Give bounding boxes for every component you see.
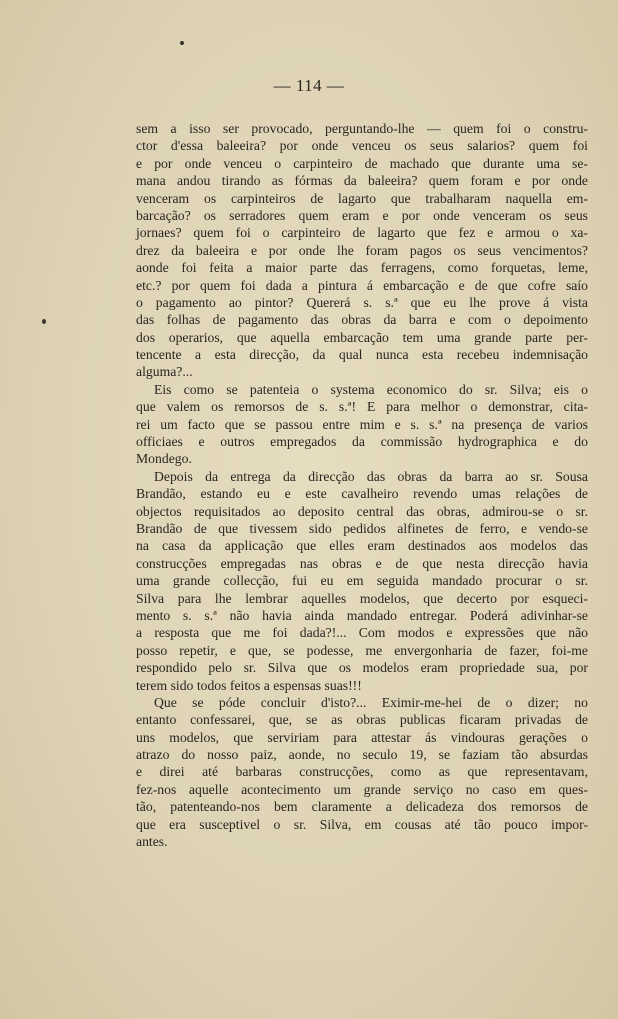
page-number: — 114 — [273,76,345,95]
text-line: Brandão de que tivessem sido pedidos alfinetes de ferro, e vendo-se [136,520,588,536]
text-line: rei um facto que se passou entre mim e s. s.ª na presença de varios [136,416,588,432]
text-line: antes. [136,834,168,850]
text-line: das folhas de pagamento das obras da barra e com o depoimento [136,312,588,328]
text-line: o pagamento ao pintor? Quererá s. s.ª que eu lhe prove á vista [136,294,588,310]
text-line: construcções empregadas nas obras e de que nesta direcção havia [136,555,588,571]
text-line: Mondego. [136,451,192,467]
body-text [136,120,588,850]
text-line: tencente a esta direcção, da qual nunca esta recebeu indemnisação [136,347,588,363]
text-line: tão, patenteando-nos bem claramente a delicadeza dos remorsos de [136,799,588,815]
text-line: ctor d'essa baleeira? por onde venceu os seus salarios? quem foi [136,138,588,154]
text-line: sem a isso ser provocado, perguntando-lhe — quem foi o constru- [136,121,588,136]
text-line: que era susceptivel o sr. Silva, em cousas até tão pouco impor- [136,816,588,832]
text-line: que valem os remorsos de s. s.ª! E para melhor o demonstrar, cita- [136,399,588,415]
text-line: entanto confessarei, que, se as obras publicas ficaram privadas de [136,712,588,728]
text-line: Que se póde concluir d'isto?... Eximir-me-hei de o dizer; no [154,694,588,710]
text-line: e por onde venceu o carpinteiro de machado que durante uma se- [136,155,588,171]
ink-spot [180,41,184,45]
text-line: etc.? por quem foi dada a pintura á embarcação e de que cofre saío [136,277,588,293]
text-line: terem sido todos feitos a espensas suas!!! [136,677,362,693]
text-line: barcação? os serradores quem eram e por onde venceram os seus [136,207,588,223]
text-line: aonde foi feita a maior parte das ferragens, como forquetas, leme, [136,260,588,276]
text-line: Depois da entrega da direcção das obras da barra ao sr. Sousa [154,468,588,484]
text-line: uns modelos, que serviriam para attestar ás vindouras gerações o [136,729,588,745]
text-line: Silva para lhe lembrar aquelles modelos, que decerto por esqueci- [136,590,588,606]
text-line: jornaes? quem foi o carpinteiro de lagarto que fez e armou o xa- [136,225,588,241]
text-line: dos operarios, que aquella embarcação tem uma grande parte per- [136,329,588,345]
text-line: uma grande collecção, fui eu em seguida mandado procurar o sr. [136,573,588,589]
text-line: e direi até barbaras construcções, como as que representavam, [136,764,588,780]
text-line: objectos requisitados ao deposito central das obras, admirou-se o sr. [136,503,588,519]
text-line: respondido pelo sr. Silva que os modelos eram propriedade sua, por [136,660,588,676]
text-line: atrazo do nosso paiz, aonde, no seculo 19, se faziam tão absurdas [136,747,588,763]
text-line: mana andou tirando as fórmas da baleeira? quem foram e por onde [136,173,588,189]
ink-spot [42,319,46,324]
text-line: venceram os carpinteiros de lagarto que trabalharam naquella em- [136,190,588,206]
text-line: Brandão, estando eu e este cavalheiro revendo umas relações de [136,486,588,502]
text-line: drez da baleeira e por onde lhe foram pagos os seus vencimentos? [136,242,588,258]
text-line: na casa da applicação que elles eram destinados aos modelos das [136,538,588,554]
text-line: fez-nos aquelle acontecimento um grande serviço no caso em ques- [136,781,588,797]
text-line: posso repetir, e que, se podesse, me envergonharia de fazer, foi-me [136,642,588,658]
text-line: alguma?... [136,364,193,380]
text-line: a resposta que me foi dada?!... Com modos e expressões que não [136,625,588,641]
text-line: mento s. s.ª não havia ainda mandado entregar. Poderá adivinhar-se [136,607,588,623]
text-line: officiaes e outros empregados da commissão hydrographica e do [136,434,588,450]
text-line: Eis como se patenteia o systema economico do sr. Silva; eis o [154,381,588,397]
